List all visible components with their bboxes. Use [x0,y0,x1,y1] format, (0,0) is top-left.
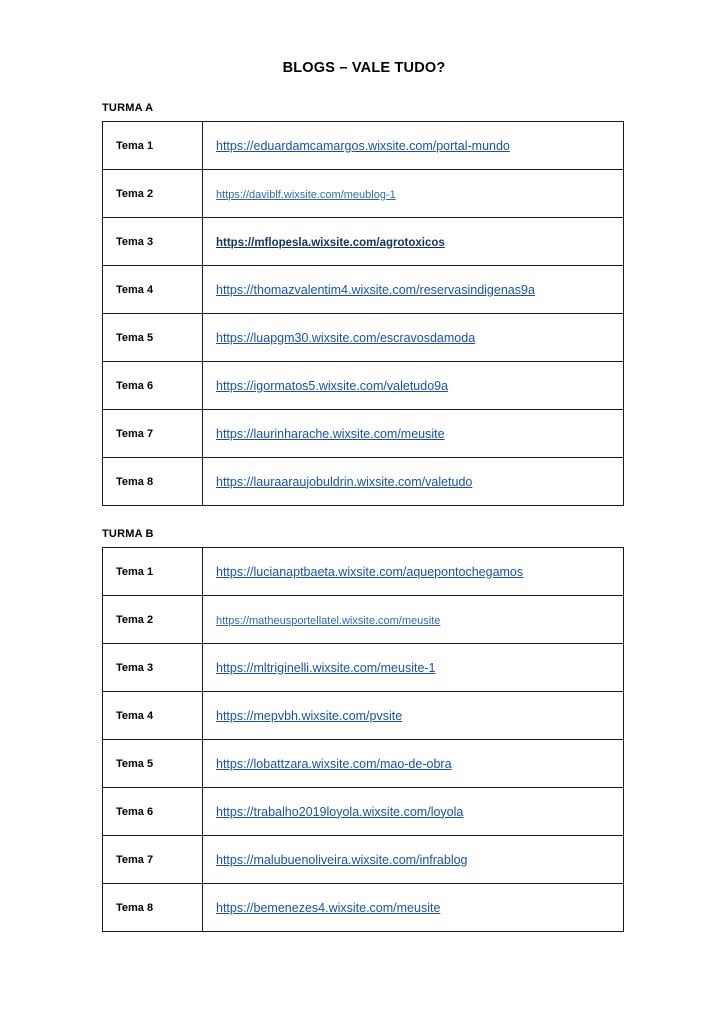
tema-label: Tema 6 [103,788,203,836]
link-cell [203,596,624,644]
table-row [103,170,624,218]
links-table-turma-b [102,547,624,932]
blog-link[interactable]: https://trabalho2019loyola.wixsite.com/loyola [216,804,464,819]
table-row [103,884,624,932]
section-label-turma-b: TURMA B [102,528,154,540]
table-row [103,596,624,644]
tema-label: Tema 8 [103,884,203,932]
table-row [103,788,624,836]
blog-link[interactable]: https://lobattzara.wixsite.com/mao-de-obra [216,756,452,771]
blog-link[interactable]: https://thomazvalentim4.wixsite.com/reservasindigenas9a [216,282,535,297]
blog-link[interactable]: https://lucianaptbaeta.wixsite.com/aquepontochegamos [216,564,524,579]
tema-label: Tema 4 [103,266,203,314]
tema-label: Tema 7 [103,836,203,884]
tema-label: Tema 1 [103,122,203,170]
table-row [103,218,624,266]
page-title: BLOGS – VALE TUDO? [282,60,446,76]
link-cell [203,458,624,506]
table-row [103,548,624,596]
tema-label: Tema 2 [103,170,203,218]
tema-label: Tema 4 [103,692,203,740]
blog-link[interactable]: https://mflopesla.wixsite.com/agrotoxicos [216,236,445,249]
tema-label: Tema 3 [103,218,203,266]
link-cell [203,266,624,314]
link-cell [203,836,624,884]
table-row [103,122,624,170]
blog-link[interactable]: https://malubuenoliveira.wixsite.com/infrablog [216,852,468,867]
blog-link[interactable]: https://eduardamcamargos.wixsite.com/portal-mundo [216,138,510,153]
table-row [103,836,624,884]
blog-link[interactable]: https://bemenezes4.wixsite.com/meusite [216,900,441,915]
tema-label: Tema 3 [103,644,203,692]
blog-link[interactable]: https://mepvbh.wixsite.com/pvsite [216,708,403,723]
blog-link[interactable]: https://lauraaraujobuldrin.wixsite.com/valetudo [216,474,473,489]
table-row [103,410,624,458]
section-label-turma-a: TURMA A [102,102,154,114]
tema-label: Tema 8 [103,458,203,506]
link-cell [203,314,624,362]
link-cell [203,740,624,788]
link-cell [203,884,624,932]
link-cell [203,410,624,458]
link-cell [203,644,624,692]
tema-label: Tema 6 [103,362,203,410]
tema-label: Tema 1 [103,548,203,596]
table-row [103,458,624,506]
link-cell [203,548,624,596]
link-cell [203,122,624,170]
table-row [103,644,624,692]
tema-label: Tema 5 [103,314,203,362]
blog-link[interactable]: https://igormatos5.wixsite.com/valetudo9a [216,378,449,393]
link-cell [203,788,624,836]
blog-link[interactable]: https://laurinharache.wixsite.com/meusite [216,426,445,441]
link-cell [203,692,624,740]
table-row [103,740,624,788]
link-cell [203,218,624,266]
blog-link[interactable]: https://luapgm30.wixsite.com/escravosdamoda [216,330,476,345]
table-row [103,314,624,362]
blog-link[interactable]: https://daviblf.wixsite.com/meublog-1 [216,188,396,201]
table-row [103,692,624,740]
links-table-turma-a [102,121,624,506]
tema-label: Tema 2 [103,596,203,644]
tema-label: Tema 7 [103,410,203,458]
link-cell [203,362,624,410]
blog-link[interactable]: https://mltriginelli.wixsite.com/meusite-1 [216,660,436,675]
table-row [103,362,624,410]
blog-link[interactable]: https://matheusportellatel.wixsite.com/meusite [216,614,441,627]
table-row [103,266,624,314]
link-cell [203,170,624,218]
tema-label: Tema 5 [103,740,203,788]
